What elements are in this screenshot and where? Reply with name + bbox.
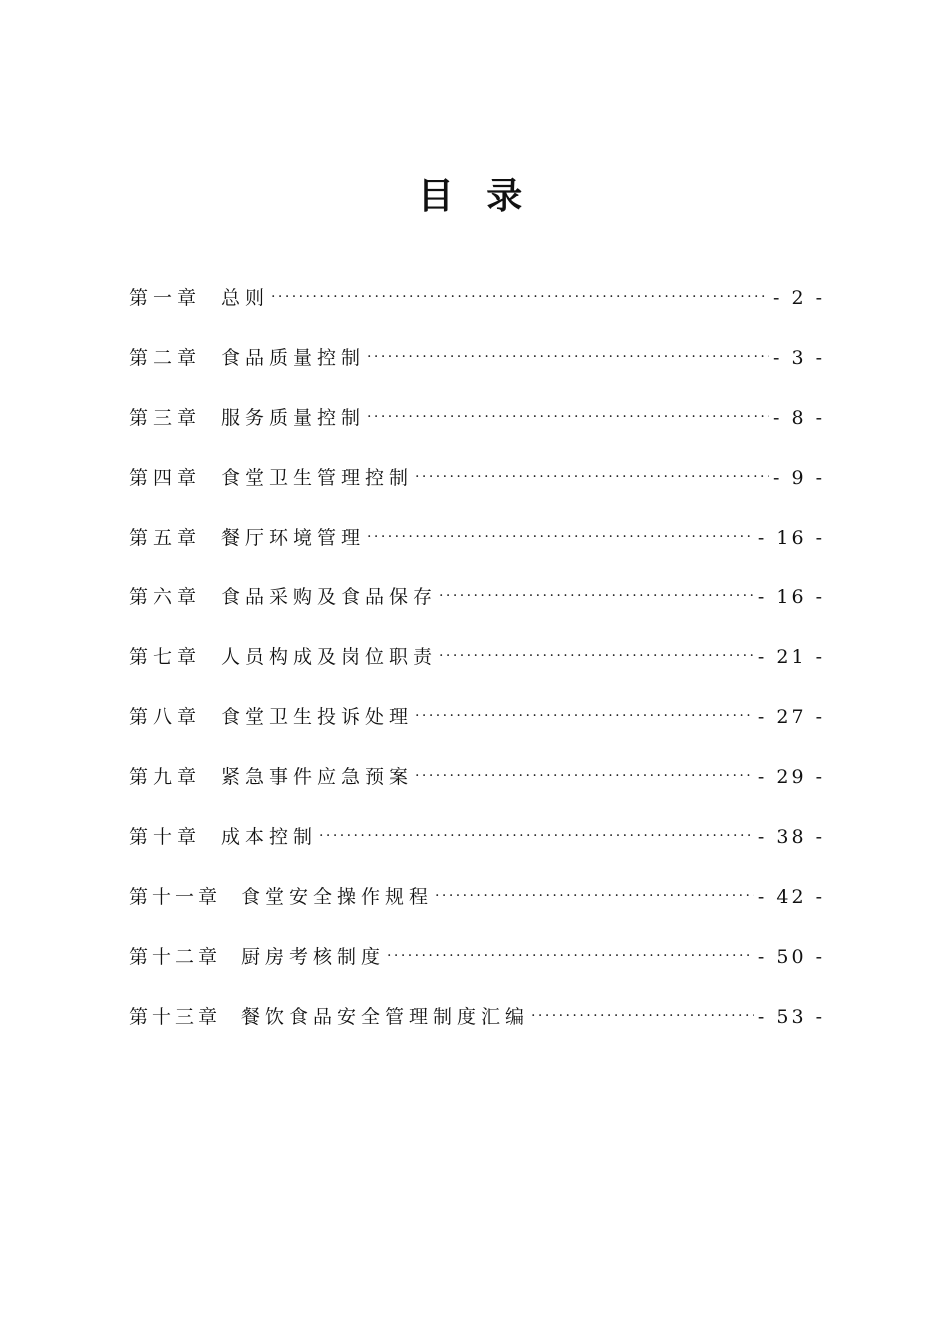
page-number: - 29 - (757, 766, 825, 789)
page-number: - 50 - (757, 945, 825, 968)
dot-leader (367, 400, 769, 424)
chapter-number: 第十章 (129, 826, 202, 849)
page-number: - 42 - (757, 885, 825, 908)
dot-leader (415, 460, 769, 484)
chapter-title: 人员构成及岗位职责 (221, 646, 438, 669)
chapter-title: 厨房考核制度 (241, 945, 386, 968)
chapter-title: 食堂卫生投诉处理 (221, 706, 414, 729)
toc-entry[interactable] (129, 699, 825, 759)
page-number: - 16 - (757, 526, 825, 549)
chapter-number: 第七章 (129, 646, 202, 669)
chapter-title: 食堂安全操作规程 (241, 885, 434, 908)
dot-leader (319, 819, 754, 843)
page-number: - 8 - (772, 406, 825, 429)
toc-entry[interactable] (129, 280, 825, 340)
toc-entry[interactable] (129, 460, 825, 520)
chapter-number: 第三章 (129, 406, 202, 429)
dot-leader (271, 280, 769, 304)
toc-entry[interactable] (129, 819, 825, 879)
chapter-number: 第十二章 (129, 945, 222, 968)
page-number: - 21 - (757, 646, 825, 669)
dot-leader (439, 579, 754, 603)
page-number: - 2 - (772, 287, 825, 309)
page-number: - 16 - (757, 586, 825, 609)
chapter-number: 第六章 (129, 586, 202, 609)
chapter-number: 第九章 (129, 766, 202, 789)
chapter-title: 紧急事件应急预案 (221, 766, 414, 789)
chapter-number: 第一章 (129, 287, 202, 309)
toc-entry[interactable] (129, 759, 825, 819)
toc-entry[interactable] (129, 340, 825, 400)
toc-entry[interactable] (129, 520, 825, 580)
chapter-title: 服务质量控制 (221, 406, 366, 429)
dot-leader (387, 939, 754, 963)
page-number: - 53 - (757, 1005, 825, 1028)
dot-leader (415, 699, 754, 723)
dot-leader (367, 340, 769, 364)
chapter-number: 第二章 (129, 346, 202, 369)
toc-entry[interactable] (129, 999, 825, 1059)
page-number: - 27 - (757, 706, 825, 729)
dot-leader (435, 879, 754, 903)
dot-leader (415, 759, 754, 783)
toc-list (129, 280, 825, 1059)
chapter-number: 第四章 (129, 466, 202, 489)
toc-entry[interactable] (129, 579, 825, 639)
page-number: - 3 - (772, 346, 825, 369)
page-number: - 38 - (757, 826, 825, 849)
dot-leader (531, 999, 754, 1023)
chapter-title: 餐饮食品安全管理制度汇编 (241, 1005, 530, 1028)
chapter-number: 第八章 (129, 706, 202, 729)
toc-entry[interactable] (129, 639, 825, 699)
chapter-number: 第五章 (129, 526, 202, 549)
chapter-number: 第十一章 (129, 885, 222, 908)
chapter-title: 总则 (221, 287, 270, 309)
dot-leader (367, 520, 754, 544)
toc-entry[interactable] (129, 400, 825, 460)
chapter-title: 成本控制 (221, 826, 318, 849)
dot-leader (439, 639, 754, 663)
chapter-title: 食品质量控制 (221, 346, 366, 369)
chapter-title: 食品采购及食品保存 (221, 586, 438, 609)
toc-title: 目 录 (417, 176, 533, 217)
chapter-number: 第十三章 (129, 1005, 222, 1028)
page-number: - 9 - (772, 466, 825, 489)
toc-entry[interactable] (129, 879, 825, 939)
chapter-title: 餐厅环境管理 (221, 526, 366, 549)
toc-entry[interactable] (129, 939, 825, 999)
chapter-title: 食堂卫生管理控制 (221, 466, 414, 489)
